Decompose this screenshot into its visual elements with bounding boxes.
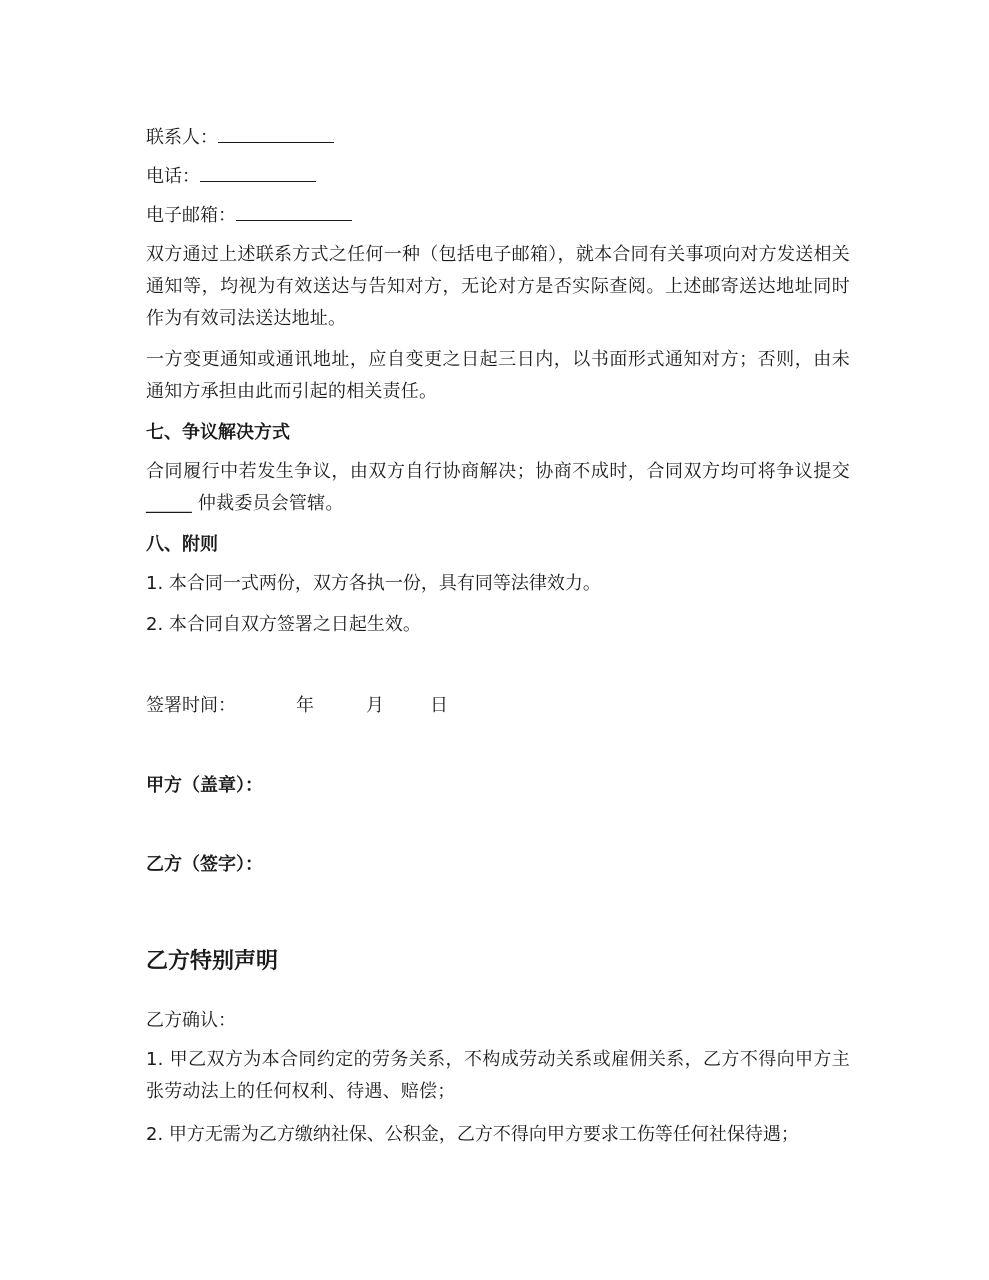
- phone-blank: [200, 163, 316, 182]
- phone-label: 电话：: [146, 166, 200, 187]
- signing-month: 月: [366, 695, 384, 716]
- signing-year: 年: [296, 695, 314, 716]
- section8-item1: 1. 本合同一式两份，双方各执一份，具有同等法律效力。: [146, 573, 601, 594]
- declaration-item1: 1. 甲乙双方为本合同约定的劳务关系，不构成劳动关系或雇佣关系，乙方不得向甲方主张劳动法上的任何权利、待遇、赔偿；: [146, 1049, 850, 1102]
- section8-title: 八、附则: [146, 534, 218, 555]
- document-page: [146, 0, 856, 1280]
- signing-time-label: 签署时间：: [146, 695, 236, 716]
- party-b-signature: 乙方（签字）：: [146, 854, 263, 875]
- section7-text-before: 合同履行中若发生争议，由双方自行协商解决；协商不成时，合同双方均可将争议提交: [146, 461, 850, 482]
- contact-person-label: 联系人：: [146, 127, 218, 148]
- section8-item2: 2. 本合同自双方签署之日起生效。: [146, 614, 421, 635]
- section7-title: 七、争议解决方式: [146, 422, 290, 443]
- phone-line: [146, 163, 316, 189]
- section7-text-after: 仲裁委员会管辖。: [192, 493, 344, 514]
- party-a-signature: 甲方（盖章）：: [146, 775, 263, 796]
- email-blank: [236, 202, 352, 221]
- email-label: 电子邮箱：: [146, 205, 236, 226]
- declaration-confirm: 乙方确认：: [146, 1010, 236, 1031]
- email-line: [146, 202, 352, 228]
- contact-person-blank: [218, 124, 334, 143]
- notice-method-paragraph: 双方通过上述联系方式之任何一种（包括电子邮箱），就本合同有关事项向对方发送相关通知等，均视为有效送达与告知对方，无论对方是否实际查阅。上述邮寄送达地址同时作为有效司法送达地址。: [146, 244, 850, 329]
- declaration-title: 乙方特别声明: [146, 949, 279, 974]
- section7-paragraph: [146, 456, 850, 520]
- contact-person-line: [146, 124, 334, 150]
- signing-day: 日: [430, 695, 448, 716]
- declaration-item2: 2. 甲方无需为乙方缴纳社保、公积金，乙方不得向甲方要求工伤等任何社保待遇；: [146, 1124, 799, 1145]
- signing-time-line: [146, 694, 448, 718]
- arbitration-blank: _____: [146, 493, 192, 514]
- address-change-paragraph: 一方变更通知或通讯地址，应自变更之日起三日内，以书面形式通知对方；否则，由未通知方承担由此而引起的相关责任。: [146, 349, 850, 402]
